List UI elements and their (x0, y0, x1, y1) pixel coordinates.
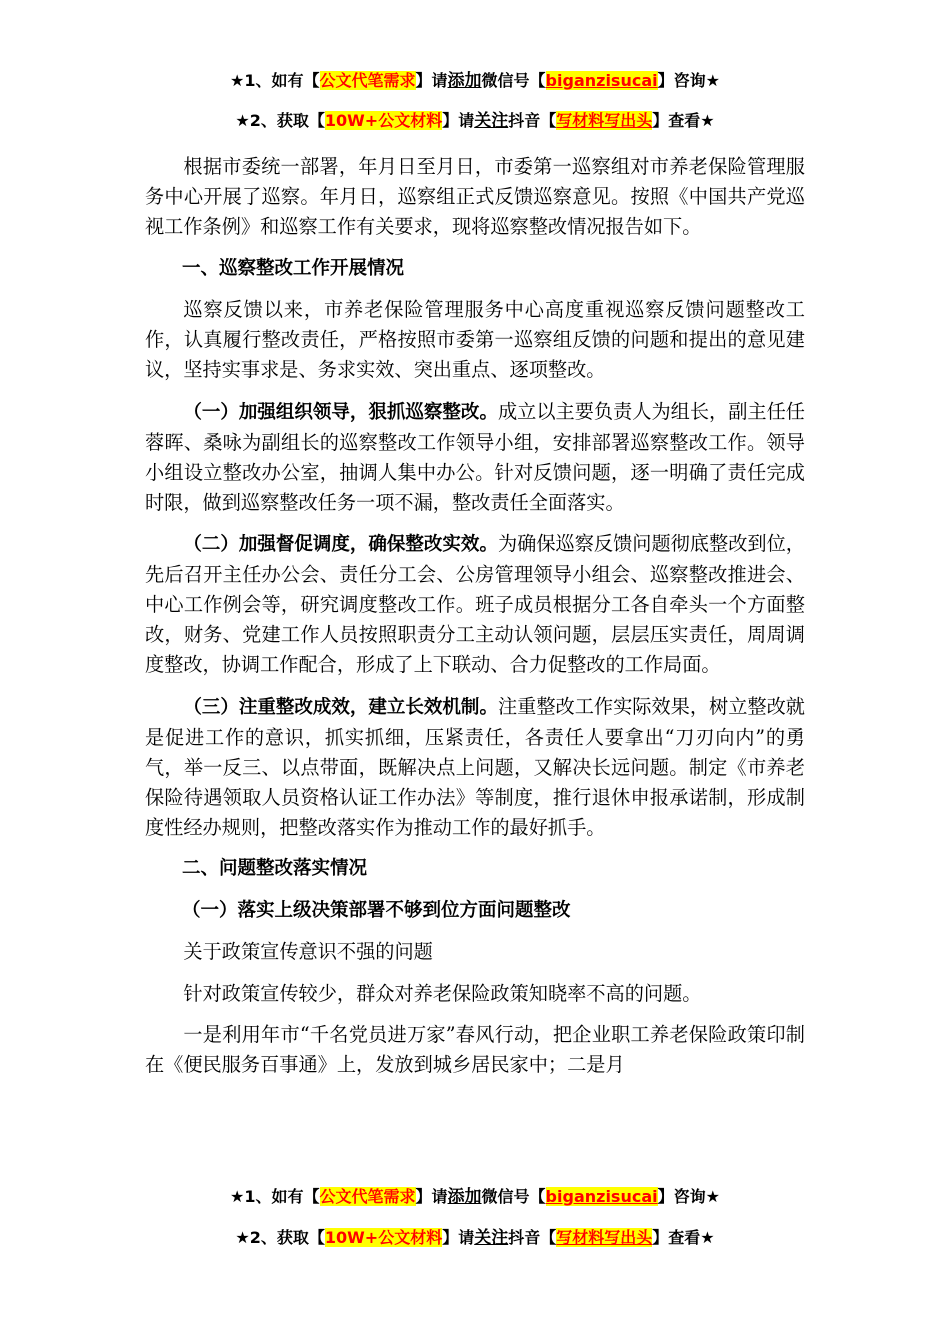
footer-underline-add: 添加 (447, 1187, 482, 1207)
underline-follow: 关注 (474, 111, 509, 131)
header-line-1-prefix: ★1、如有【 (230, 71, 320, 90)
footer-line-2-mid: 】请 (442, 1228, 475, 1247)
header-line-1-wechat-label: 微信号【 (481, 71, 546, 90)
measure-paragraph: 一是利用年市“千名党员进万家”春风行动，把企业职工养老保险政策印制在《便民服务百事通》上，发放到城乡居民家中；二是月 (145, 1023, 805, 1076)
item-3-title: （三）注重整改成效，建立长效机制。 (183, 696, 498, 718)
footer-line-1-prefix: ★1、如有【 (230, 1187, 320, 1206)
issue-title: 关于政策宣传意识不强的问题 (183, 940, 433, 963)
section-1-heading: 一、巡察整改工作开展情况 (182, 257, 405, 279)
footer-line-1-mid: 】请 (415, 1187, 448, 1206)
footer-wechat-id: biganzisucai (545, 1187, 658, 1206)
item-2-text: 为确保巡察反馈问题彻底整改到位，先后召开主任办公会、责任分工会、公房管理领导小组会、巡察整改推进会、中心工作例会等，研究调度整改工作。班子成员根据分工各自牵头一个方面整改，财务、党建工作人员按照职责分工主动认领问题，层层压实责任，周周调度整改，协调工作配合，形成了上下联动、合力促整改的工作局面。 (145, 532, 805, 676)
footer-line-2-douyin-label: 抖音【 (508, 1228, 557, 1247)
item-1-text: 成立以主要负责人为组长，副主任任蓉晖、桑咏为副组长的巡察整改工作领导小组，安排部署巡察整改工作。领导小组设立整改办公室，抽调人集中办公。针对反馈问题，逐一明确了责任完成时限，做到巡察整改任务一项不漏，整改责任全面落实。 (145, 399, 805, 514)
footer-highlight-ghostwriting-service: 公文代笔需求 (319, 1187, 416, 1206)
item-2-title: （二）加强督促调度，确保整改实效。 (183, 534, 498, 555)
douyin-account: 写材料写出头 (556, 111, 653, 130)
header-line-2-mid: 】请 (442, 111, 475, 130)
footer-highlight-materials: 10W+公文材料 (324, 1228, 443, 1247)
section-2-heading: 二、问题整改落实情况 (182, 858, 368, 879)
wechat-id: biganzisucai (545, 71, 658, 90)
header-line-2 (0, 110, 950, 132)
footer-line-1-wechat-label: 微信号【 (481, 1187, 546, 1206)
highlight-ghostwriting-service: 公文代笔需求 (319, 71, 416, 90)
underline-add: 添加 (447, 71, 482, 91)
intro-paragraph: 根据市委统一部署，年月日至月日，市委第一巡察组对市养老保险管理服务中心开展了巡察。年月日，巡察组正式反馈巡察意见。按照《中国共产党巡视工作条例》和巡察工作有关要求，现将巡察整改情况报告如下。 (145, 155, 805, 238)
header-line-1-suffix: 】咨询★ (657, 71, 720, 90)
section-1-intro: 巡察反馈以来，市养老保险管理服务中心高度重视巡察反馈问题整改工作，认真履行整改责任，严格按照市委第一巡察组反馈的问题和提出的意见建议，坚持实事求是、务求实效、突出重点、逐项整改。 (145, 298, 805, 381)
highlight-materials: 10W+公文材料 (324, 111, 443, 130)
item-1-title: （一）加强组织领导，狠抓巡察整改。 (183, 401, 498, 423)
header-line-2-douyin-label: 抖音【 (508, 111, 557, 130)
footer-underline-follow: 关注 (474, 1228, 509, 1248)
section-2-subheading-1: （一）落实上级决策部署不够到位方面问题整改 (182, 899, 571, 921)
footer-douyin-account: 写材料写出头 (556, 1228, 653, 1247)
document-body (145, 152, 805, 1092)
item-3-text: 注重整改工作实际效果，树立整改就是促进工作的意识，抓实抓细，压紧责任，各责任人要拿出“刀刃向内”的勇气，举一反三、以点带面，既解决点上问题，又解决长远问题。制定《市养老保险待遇领取人员资格认证工作办法》等制度，推行退休申报承诺制，形成制度性经办规则，把整改落实作为推动工作的最好抓手。 (145, 694, 805, 839)
footer-line-1-suffix: 】咨询★ (657, 1187, 720, 1206)
item-2-paragraph (145, 529, 805, 680)
footer-line-2-suffix: 】查看★ (652, 1228, 715, 1247)
header-line-1-mid: 】请 (415, 71, 448, 90)
footer-line-2-prefix: ★2、获取【 (235, 1228, 325, 1247)
issue-description: 针对政策宣传较少，群众对养老保险政策知晓率不高的问题。 (183, 981, 702, 1005)
header-line-2-suffix: 】查看★ (652, 111, 715, 130)
header-line-1 (0, 70, 950, 92)
footer-line-2 (0, 1227, 950, 1249)
item-1-paragraph (145, 397, 805, 518)
header-line-2-prefix: ★2、获取【 (235, 111, 325, 130)
item-3-paragraph (145, 692, 805, 843)
footer-line-1 (0, 1186, 950, 1208)
